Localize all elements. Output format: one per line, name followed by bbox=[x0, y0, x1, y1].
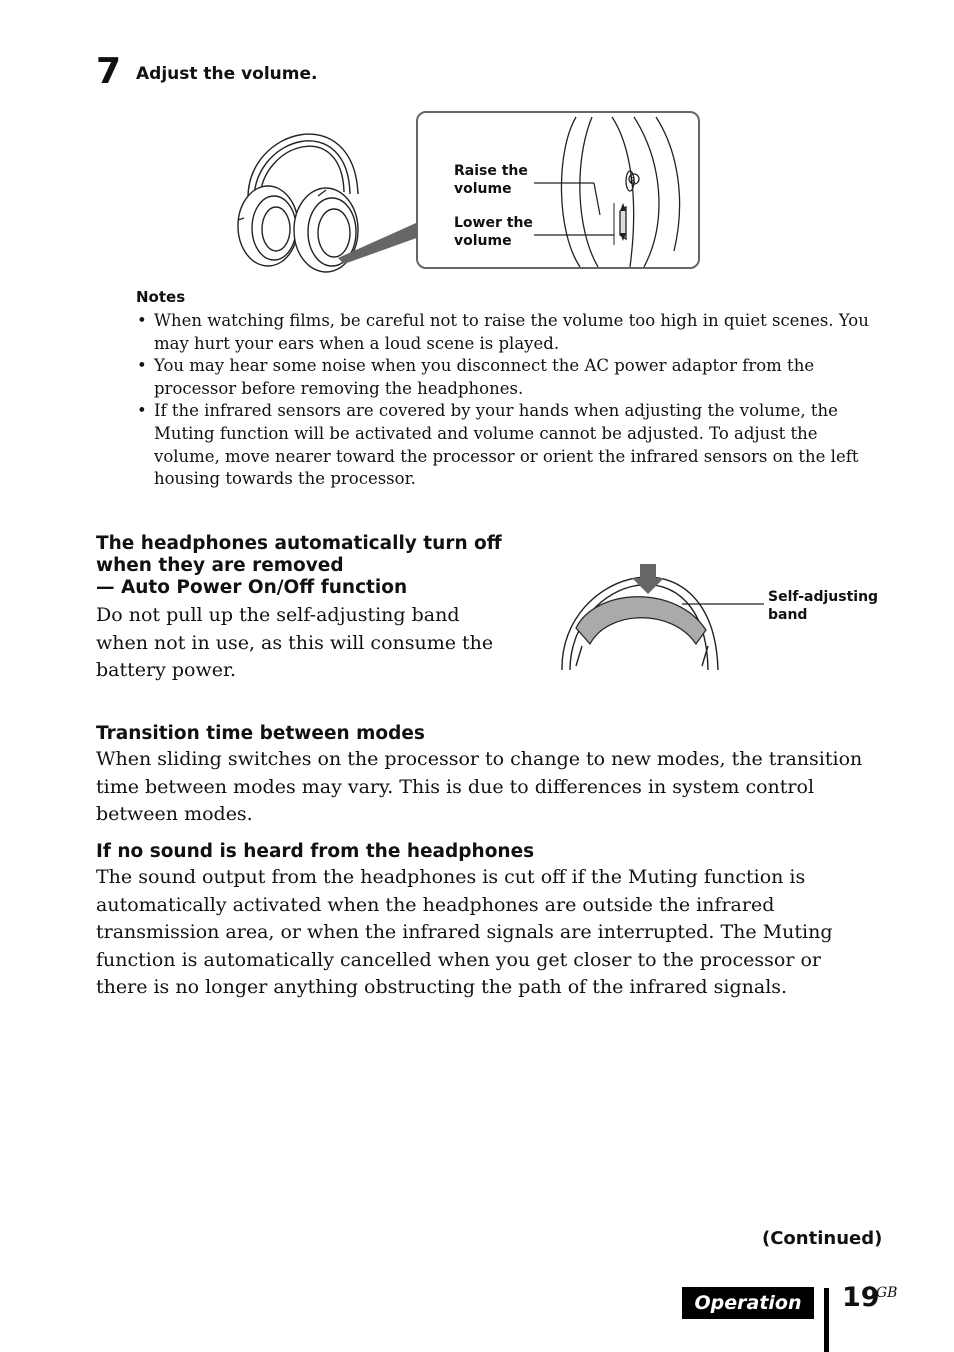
note-item: • You may hear some noise when you disconnect the AC power adaptor from the processor before removing the headphones. bbox=[134, 355, 874, 400]
lower-volume-label-line2: volume bbox=[454, 233, 512, 249]
step-title: Adjust the volume. bbox=[136, 64, 318, 84]
step-number: 7 bbox=[96, 51, 122, 92]
registered-mark: R bbox=[630, 176, 636, 185]
auto-power-heading-line2: when they are removed bbox=[96, 555, 344, 576]
raise-volume-label bbox=[454, 162, 528, 198]
auto-power-heading-line1: The headphones automatically turn off bbox=[96, 533, 502, 554]
transition-heading: Transition time between modes bbox=[96, 723, 425, 744]
auto-power-body: Do not pull up the self-adjusting band when not in use, as this will consume the battery power. bbox=[96, 604, 494, 681]
no-sound-body: The sound output from the headphones is cut off if the Muting function is automatically activated when the headphones are outside the infrared transmission area, or when the infrared signals are interrupted. The Muting function is automatically cancelled when you get closer to the processor or there is no longer anything obstructing the path of the infrared signals. bbox=[96, 866, 833, 998]
page-divider bbox=[824, 1288, 829, 1352]
volume-control-callout bbox=[416, 111, 700, 269]
self-adjusting-band-illustration bbox=[556, 548, 886, 674]
page-number: 19 bbox=[842, 1282, 880, 1313]
continued-label: (Continued) bbox=[762, 1228, 883, 1249]
page-suffix: GB bbox=[876, 1285, 898, 1301]
auto-power-heading-line3: — Auto Power On/Off function bbox=[96, 577, 408, 598]
note-item: • If the infrared sensors are covered by your hands when adjusting the volume, the Muting function will be activated and volume cannot be adjusted. To adjust the volume, move nearer toward the processor or orient the infrared sensors on the left housing towards the processor. bbox=[134, 400, 874, 490]
lower-volume-label-line1: Lower the bbox=[454, 215, 533, 231]
self-adjusting-band-label bbox=[768, 588, 878, 624]
note-item: • When watching films, be careful not to raise the volume too high in quiet scenes. You may hurt your ears when a loud scene is played. bbox=[134, 310, 874, 355]
no-sound-heading: If no sound is heard from the headphones bbox=[96, 841, 535, 862]
raise-volume-label-line1: Raise the bbox=[454, 163, 528, 179]
auto-power-heading bbox=[96, 533, 516, 599]
lower-volume-label bbox=[454, 214, 533, 250]
self-adjusting-band-label-line1: Self-adjusting bbox=[768, 589, 879, 605]
transition-body: When sliding switches on the processor to change to new modes, the transition time between modes may vary. This is due to differences in system control between modes. bbox=[96, 748, 863, 825]
section-tab: Operation bbox=[682, 1287, 814, 1319]
notes-list bbox=[134, 310, 874, 491]
self-adjusting-band-label-line2: band bbox=[768, 607, 808, 623]
raise-volume-label-line2: volume bbox=[454, 181, 512, 197]
notes-heading: Notes bbox=[136, 288, 186, 306]
